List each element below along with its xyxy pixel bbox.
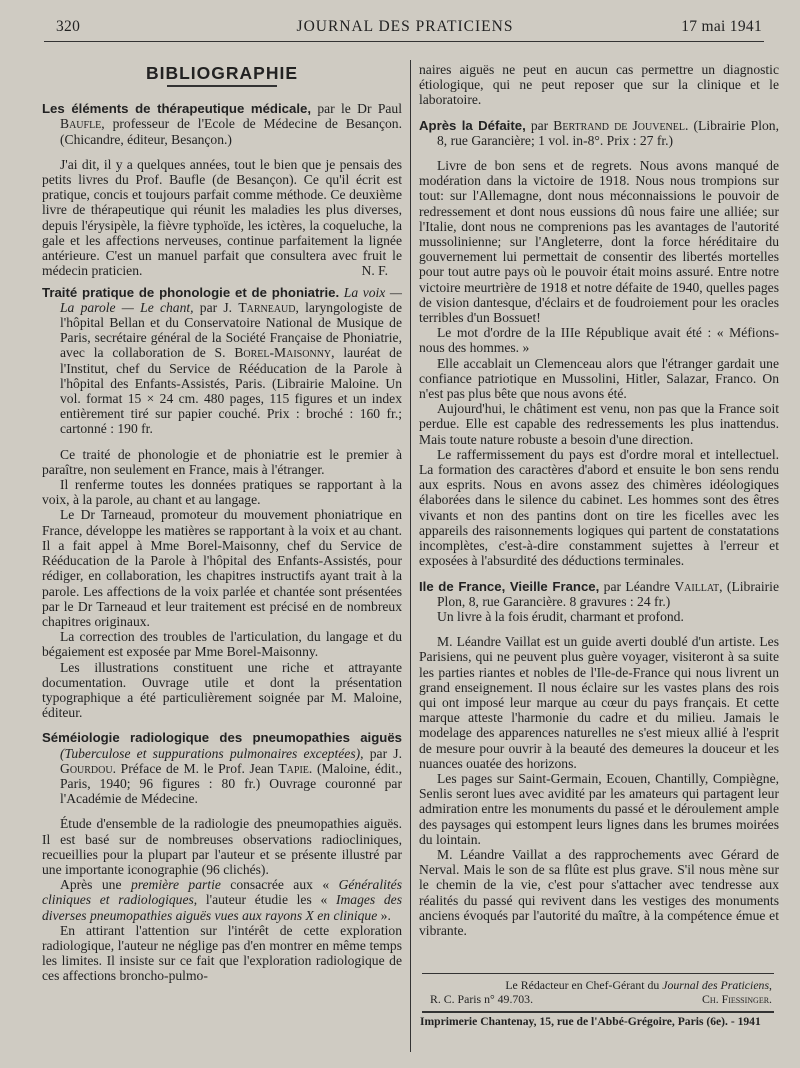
review-heading-therapeutique: Les éléments de thérapeutique médicale, par le Dr Paul Baufle, professeur de l'Ecole de Médecine de Besançon. (Chicandre, éditeur, Besançon.) <box>42 101 402 147</box>
review-heading-phonologie: Traité pratique de phonologie et de phoniatrie. La voix — La parole — Le chant, par J. Tarneaud, laryngologiste de l'hôpital Bellan et du Conservatoire National de Musique de Paris, secrétaire général de la Société Française de Phoniatrie, avec la collaboration de S. Borel-Maisonny, lauréat de l'Institut, chef du Service de Rééducation de la Parole à l'hôpital des Enfants-Assistés, Paris. (Librairie Maloine. Un vol. format 15 × 24 cm. 480 pages, 115 figures et un index entièrement tiré sur papier couché. Prix : broché : 160 fr.; cartonné : 190 fr. <box>42 284 402 437</box>
author-name: Tarneaud <box>238 299 296 315</box>
review-paragraph: Le raffermissement du pays est d'ordre moral et intellectuel. La formation des caractères d'abord et ensuite le bon sens rendu aux esprits. Nous en avons assez des chimères idéologiques élaborées dans le silence du cabinet. Les hommes sont des êtres vivants et non des pantins dont on tire les ficelles avec les appareils des raisonnements logiques qui partent de constatations incomplètes, c'est-à-dire constamment sujettes à l'erreur et exposées à l'absurdité des déductions terminales. <box>419 446 779 569</box>
review-heading-radiologie: Séméiologie radiologique des pneumopathies aiguës (Tuberculose et suppurations pulmonaires exceptées), par J. Gourdou. Préface de M. le Prof. Jean Tapie. (Maloine, édit., Paris, 1940; 96 figures : 80 fr.) Ouvrage couronné par l'Académie de Médecine. <box>42 730 403 807</box>
author-name: Bertrand de Jouvenel <box>553 117 685 133</box>
editor-name: Ch. Fiessinger. <box>702 992 772 1006</box>
footer-rule-2 <box>422 1011 774 1013</box>
section-title: BIBLIOGRAPHIE <box>145 63 299 83</box>
review-paragraph: Les pages sur Saint-Germain, Ecouen, Chantilly, Compiègne, Senlis seront lues avec avidité par les amateurs qui partagent leur admiration entre les monuments du passé et le déroulement ample des paysages qui estompent leurs lignes dans les brumes moirées du lointain. <box>419 770 779 847</box>
review-paragraph: Étude d'ensemble de la radiologie des pneumopathies aiguës. Il est basé sur de nombreuses observations radiocliniques, recueillies pour la plupart par l'auteur et se présente illustré par une importante iconographie (96 clichés). <box>42 816 402 877</box>
review-paragraph: Il renferme toutes les données pratiques se rapportant à la voix, à la parole, au chant et au langage. <box>42 477 402 508</box>
right-column <box>419 62 779 938</box>
review-paragraph: M. Léandre Vaillat est un guide averti doublé d'un artiste. Les Parisiens, qui ne peuvent plus guère voyager, visiteront à sa suite les parties riantes et nobles de l'Ile-de-France qui nous livrent un grand enseignement. Il nous éclaire sur les vastes plans des rois qui ont imposé leur marque au cœur du pays français. Et cette marque atteste l'harmonie du cadre et du milieu. Jamais le modelage des apparences naturelles ne s'est mieux allié à l'esprit de mesure pour ouvrir à la beauté des demeures la douceur et les nuances ouatée des horizons. <box>419 634 779 771</box>
review-paragraph: Livre de bon sens et de regrets. Nous avons manqué de modération dans la victoire de 1918. Nous nous trompions sur tout: sur l'Allemagne, dont nous méconnaissions le pouvoir de redressement et dont nous eussions dû nous faire une alliée; sur l'Italie, dont nous ne comprenions pas les avantages de l'autorité mussolinienne; sur l'Angleterre, dont la force héréditaire du gouvernement lui permettait de consentir des libertés mortelles pour tout autre pays où le pouvoir était moins assuré. Entre notre victoire meurtrière de 1918 et notre défaite de 1940, quelles pages de vision dantesque, d'éclairs et de foudroiement pour les oracles terribles d'un Bossuet! <box>419 158 779 326</box>
issue-date: 17 mai 1941 <box>681 18 762 35</box>
review-paragraph: En attirant l'attention sur l'intérêt de cette exploration radiologique, l'auteur ne néglige pas d'en montrer en même temps les limites. Il insiste sur ce fait que l'exploration radiologique de ces affections broncho-pulmo- <box>42 922 402 984</box>
left-column <box>42 60 402 984</box>
review-paragraph: J'ai dit, il y a quelques années, tout le bien que je pensais des petits livres du Prof. Baufle (de Besançon). Ce qu'il écrit est pratique, concis et toujours parfait comme méthode. Ce deuxième livre de thérapeutique qui réunit les maladies les plus diverses, depuis l'érysipèle, la fièvre typhoïde, les ictères, la coqueluche, la gale et les affections nerveuses, continue parfaitement la lignée antérieure. C'est un manuel parfait que consultera avec fruit le médecin praticien. <box>42 156 402 279</box>
section-title-rule <box>167 85 277 87</box>
review-paragraph: M. Léandre Vaillat a des rapprochements avec Gérard de Nerval. Mais le son de sa flûte est plus grave. S'il nous mène sur le chemin de la vie, c'est pour s'attacher avec tendresse aux réalités du passé qui revivent dans les vestiges des monuments anciens évoqués par l'autorité du maître, à la compétence émue et vibrante. <box>419 846 779 938</box>
column-divider <box>410 60 411 1052</box>
review-paragraph: Ce traité de phonologie et de phoniatrie est le premier à paraître, non seulement en France, mais à l'étranger. <box>42 446 402 477</box>
book-subtitle: La voix — La parole — Le chant, <box>60 284 402 315</box>
book-title: Ile de France, Vieille France, <box>419 578 600 594</box>
page-header <box>48 18 762 40</box>
review-paragraph: Elle accablait un Clemenceau alors que l'étranger gardait une confiance patriotique en Mussolini, Hitler, Salazar, Franco. On n'est pas plus bête que nous avons été. <box>419 355 779 402</box>
printer-line: Imprimerie Chantenay, 15, rue de l'Abbé-Grégoire, Paris (6e). - 1941 <box>420 1015 761 1028</box>
book-title: Séméiologie radiologique des pneumopathies aiguës <box>42 730 402 746</box>
author-name: Gourdou <box>60 760 113 776</box>
page-number: 320 <box>56 18 81 35</box>
registre-commerce: R. C. Paris n° 49.703. <box>430 992 534 1006</box>
review-continuation: naires aiguës ne peut en aucun cas permettre un diagnostic étiologique, qui ne peut reposer que sur la clinique et le laboratoire. <box>419 62 779 108</box>
review-paragraph: Les illustrations constituent une riche et attrayante documentation. Ouvrage utile et dont la présentation typographique a été particulièrement soignée par M. Maloine, éditeur. <box>42 659 402 721</box>
book-title: Les éléments de thérapeutique médicale, <box>42 101 311 117</box>
review-signature: N. F. <box>361 263 388 279</box>
review-paragraph: Le mot d'ordre de la IIIe République avait été : « Méfions-nous des hommes. » <box>419 325 779 356</box>
author-name: Baufle <box>60 116 102 132</box>
author-name: Borel-Maisonny <box>234 345 332 361</box>
author-name: Vaillat <box>674 578 720 594</box>
review-paragraph: Le Dr Tarneaud, promoteur du mouvement phoniatrique en France, développe les matières se rapportant à la voix et au chant. Il a fait appel à Mme Borel-Maisonny, chef du Service de Rééducation de la Parole à l'hôpital des Enfants-Assistés, pour rédiger, en collaboration, les chapitres instructifs ayant trait à la parole. Les affections de la voix parlée et chantée sont présentées par le Dr Tarneaud et leur traitement est précisé en de nombreux chapitres originaux. <box>42 507 402 629</box>
book-subtitle: (Tuberculose et suppurations pulmonaires exceptées) <box>60 745 361 761</box>
review-heading-defaite: Après la Défaite, par Bertrand de Jouvenel. (Librairie Plon, 8, rue Garancière; 1 vol. in-8°. Prix : 27 fr.) <box>419 117 779 148</box>
review-paragraph: Aujourd'hui, le châtiment est venu, non pas que la France soit perdue. Elle est capable des redressements les plus inattendus. Mais toute nature robuste a besoin d'une direction. <box>419 401 779 447</box>
header-rule <box>44 41 764 42</box>
book-title: Traité pratique de phonologie et de phoniatrie. <box>42 284 340 300</box>
journal-title: JOURNAL DES PRATICIENS <box>296 18 514 35</box>
footer-rule <box>422 973 774 974</box>
author-name: Tapie <box>278 760 309 776</box>
review-paragraph: Après une première partie consacrée aux « Généralités cliniques et radiologiques, l'auteur étudie les « Images des diverses pneumopathies aiguës vues aux rayons X en clinique ». <box>42 877 403 923</box>
review-tagline: Un livre à la fois érudit, charmant et profond. <box>437 608 684 624</box>
review-heading-ile-de-france: Ile de France, Vieille France, par Léandre Vaillat, (Librairie Plon, 8, rue Garancière. 8 gravures : 24 fr.) <box>419 578 779 609</box>
editor-credit: Le Rédacteur en Chef-Gérant du Journal des Praticiens, R. C. Paris n° 49.703. Ch. Fiessinger. <box>430 978 772 1006</box>
book-title: Après la Défaite, <box>419 117 526 133</box>
review-paragraph: La correction des troubles de l'articulation, du langage et du bégaiement est exposée par Mme Borel-Maisonny. <box>42 629 402 660</box>
